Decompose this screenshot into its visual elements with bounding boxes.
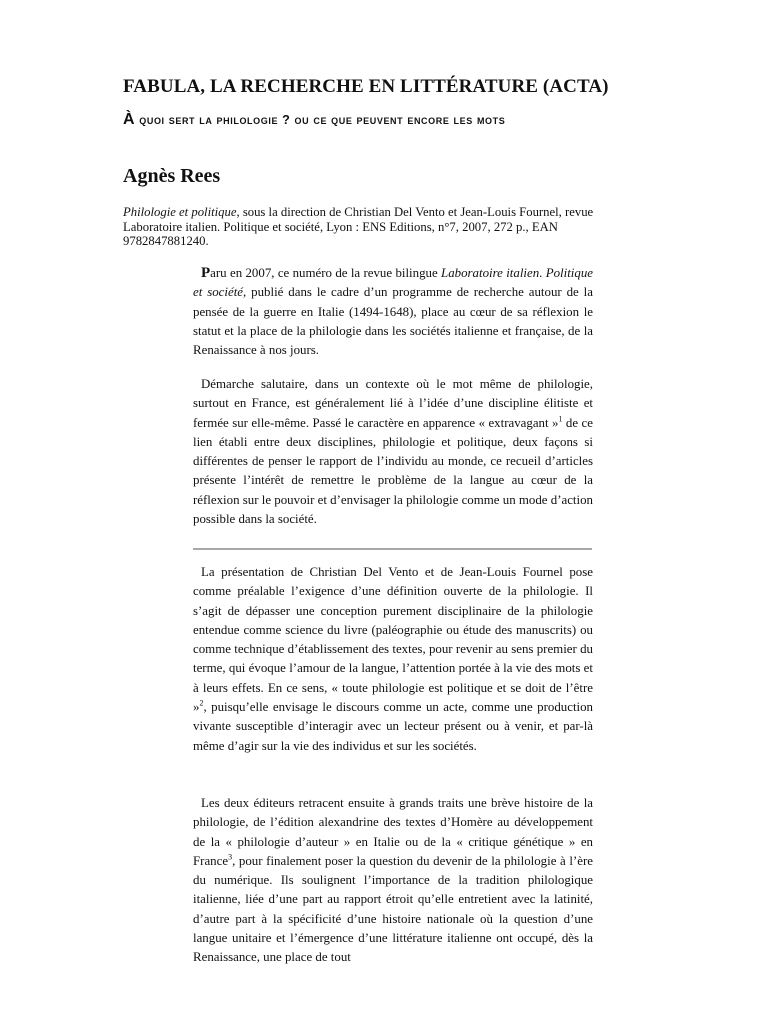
journal-title: FABULA, LA RECHERCHE EN LITTÉRATURE (ACTA) [123, 76, 609, 97]
book-details: , sous la direction de Christian Del Vento et Jean-Louis Fournel, revue Laboratoire italien. Politique et société, Lyon : ENS Editions, n°7, 2007, 272 p., EAN 9782847881240. [123, 205, 594, 248]
article-title-text: quoi sert la philologie ? ou ce que peuvent encore les mots [135, 113, 506, 127]
paragraph-2 [193, 375, 593, 529]
paragraph-text: , publié dans le cadre d’un programme de recherche autour de la pensée de la guerre en Italie (1494-1648), place au cœur de sa réflexion le statut et la place de la philologie dans les sociétés italienne et française, de la Renaissance à nos jours. [193, 285, 593, 358]
drop-cap: P [201, 265, 211, 281]
paragraph-text: . [539, 266, 546, 280]
author-name: Agnès Rees [123, 165, 221, 187]
book-title: Philologie et politique [123, 205, 237, 219]
book-reference [123, 205, 638, 249]
article-title [123, 110, 623, 130]
horizontal-divider [193, 548, 592, 550]
paragraph-4 [193, 794, 593, 968]
paragraph-text: aru en 2007, ce numéro de la revue bilingue [210, 266, 442, 280]
paragraph-text: Démarche salutaire, dans un contexte où le mot même de philologie, surtout en France, est généralement lié à l’idée d’une discipline élitiste et fermée sur elle-même. Passé le caractère en apparence « extravagant » [193, 377, 593, 430]
footnote-ref[interactable]: 3 [228, 852, 233, 862]
journal-subtitle: Politique et société [193, 266, 593, 300]
paragraph-text: de ce lien établi entre deux disciplines, philologie et politique, deux façons si différentes de penser le rapport de l’individu au monde, ce recueil d’articles présente l’intérêt de remettre le problème de la langue au cœur de la réflexion sur le pouvoir et d’envisager la philologie comme un mode d’action possible dans la société. [193, 415, 593, 527]
paragraph-text: Les deux éditeurs retracent ensuite à grands traits une brève histoire de la philologie, de l’édition alexandrine des textes d’Homère au développement de la « philologie d’auteur » en Italie ou de la « critique génétique » en France [193, 796, 593, 868]
footnote-ref[interactable]: 2 [199, 698, 204, 708]
footnote-ref[interactable]: 1 [558, 414, 563, 424]
paragraph-text: , puisqu’elle envisage le discours comme un acte, comme une production vivante susceptible d’interagir avec un lecteur présent ou à venir, et par-là même d’agir sur la vie des individus et sur les sociétés. [193, 700, 593, 753]
paragraph-1 [193, 264, 593, 360]
paragraph-text: La présentation de Christian Del Vento et de Jean-Louis Fournel pose comme préalable l’exigence d’une définition ouverte de la philologie. Il s’agit de dépasser une conception purement disciplinaire de la philologie entendue comme science du livre (paléographie ou étude des manuscrits) ou comme technique d’établissement des textes, pour revenir au sens premier du terme, qui évoque l’amour de la langue, l’attention portée à la vie des mots et à leurs effets. En ce sens, « toute philologie est politique et se doit de l’être » [193, 565, 593, 715]
article-title-initial: À [123, 111, 136, 128]
paragraph-text: , pour finalement poser la question du devenir de la philologie à l’ère du numérique. Ils soulignent l’importance de la tradition philologique italienne, liée d’une part au rapport étroit qu’elle entretient avec la latinité, d’autre part à la spécificité d’une histoire nationale où la question d’une langue unitaire et l’émergence d’une littérature italienne ont occupé, dès la Renaissance, une place de tout [193, 853, 593, 965]
journal-name: Laboratoire italien [441, 266, 540, 280]
paragraph-3 [193, 563, 593, 756]
